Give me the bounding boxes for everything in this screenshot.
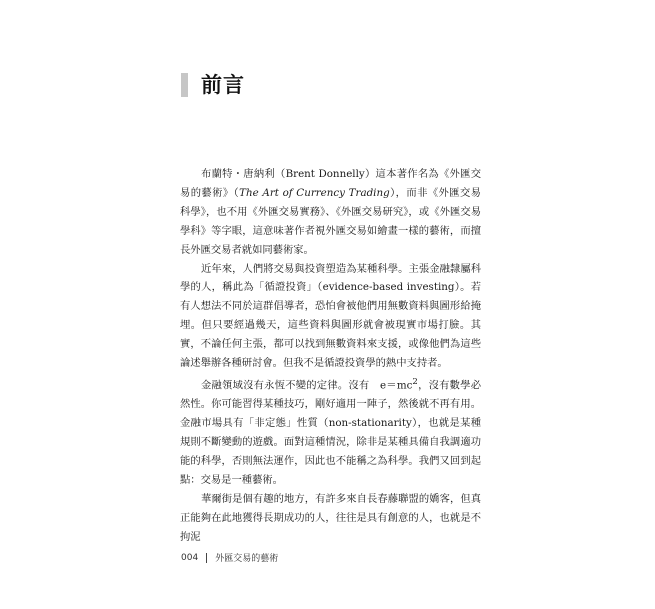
page-footer — [181, 551, 278, 564]
paragraph-1 — [180, 165, 481, 260]
paragraph-4: 華爾街是個有趣的地方，有許多來自長春藤聯盟的嬌客，但真正能夠在此地獲得長期成功的人，往往是具有創意的人，也就是不拘泥 — [180, 492, 481, 543]
paragraph-1-part-a: 布蘭特・唐納利（Brent Donnelly）這本著作名為《外匯交易的藝術》（ — [180, 168, 481, 199]
footer-separator — [206, 553, 207, 563]
paragraph-3 — [180, 373, 481, 490]
paragraph-3-part-a: 金融領域沒有永恆不變的定律。沒有 e＝mc — [201, 379, 413, 392]
book-english-title: The Art of Currency Trading — [239, 186, 390, 199]
page-number: 004 — [181, 552, 199, 563]
chapter-title: 前言 — [201, 73, 245, 97]
running-book-title: 外匯交易的藝術 — [215, 554, 279, 564]
heading-accent-bar — [181, 73, 188, 97]
equation-exponent: 2 — [412, 376, 418, 387]
paragraph-3-part-b: ，沒有數學必然性。你可能習得某種技巧，剛好適用一陣子，然後就不再有用。金融市場具有「非定態」性質（non-stationarity），也就是某種規則不斷變動的遊戲。面對這種情況，除非是某種具備自我調適功能的科學，否則無法運作，因此也不能稱之為科學。我們又回到起點：交易是一種藝術。 — [180, 379, 482, 486]
paragraph-2: 近年來，人們將交易與投資塑造為某種科學。主張金融隸屬科學的人，稱此為「循證投資」（evidence-based investing）。若有人想法不同於這群倡導者，恐怕會被他們用無數資料與圖形給掩埋。但只要經過幾天，這些資料與圖形就會被現實市場打臉。其實，不論任何主張，都可以找到無數資料來支援，或像他們為這些論述舉辦各種研討會。但我不是循證投資學的熱中支持者。 — [180, 262, 481, 370]
paragraph-1-part-b: ），而非《外匯交易科學》，也不用《外匯交易實務》、《外匯交易研究》，或《外匯交易學科》等字眼，這意味著作者視外匯交易如繪畫一樣的藝術，而擅長外匯交易者就如同藝術家。 — [180, 186, 481, 256]
chapter-heading — [181, 72, 245, 98]
body-text — [180, 165, 481, 547]
